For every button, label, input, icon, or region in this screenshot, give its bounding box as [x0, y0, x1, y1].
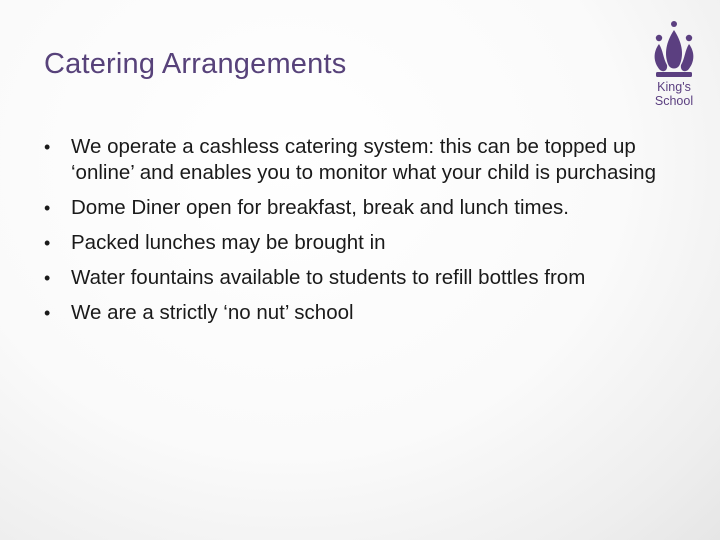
list-item	[44, 195, 694, 221]
list-item	[44, 134, 694, 186]
logo-line-1: King's	[657, 80, 691, 94]
bullet-dot: •	[44, 303, 51, 323]
bullet-text: Dome Diner open for breakfast, break and lunch times.	[71, 196, 569, 219]
bullet-text: Water fountains available to students to refill bottles from	[71, 266, 586, 289]
bullet-dot: •	[44, 233, 51, 253]
logo-text	[646, 80, 702, 108]
bullet-dot: •	[44, 137, 51, 157]
bullet-text: We operate a cashless catering system: this can be topped up ‘online’ and enables you to monitor what your child is purchasing	[71, 135, 656, 184]
bullet-list	[44, 134, 694, 335]
list-item	[44, 300, 694, 326]
slide-title: Catering Arrangements	[44, 48, 347, 80]
school-logo	[646, 20, 702, 120]
bullet-dot: •	[44, 198, 51, 218]
list-item	[44, 230, 694, 256]
bullet-text: Packed lunches may be brought in	[71, 231, 386, 254]
logo-line-2: School	[654, 94, 694, 108]
list-item	[44, 265, 694, 291]
kings-school-crown-flame-icon	[646, 20, 702, 80]
bullet-dot: •	[44, 268, 51, 288]
bullet-text: We are a strictly ‘no nut’ school	[71, 301, 354, 324]
